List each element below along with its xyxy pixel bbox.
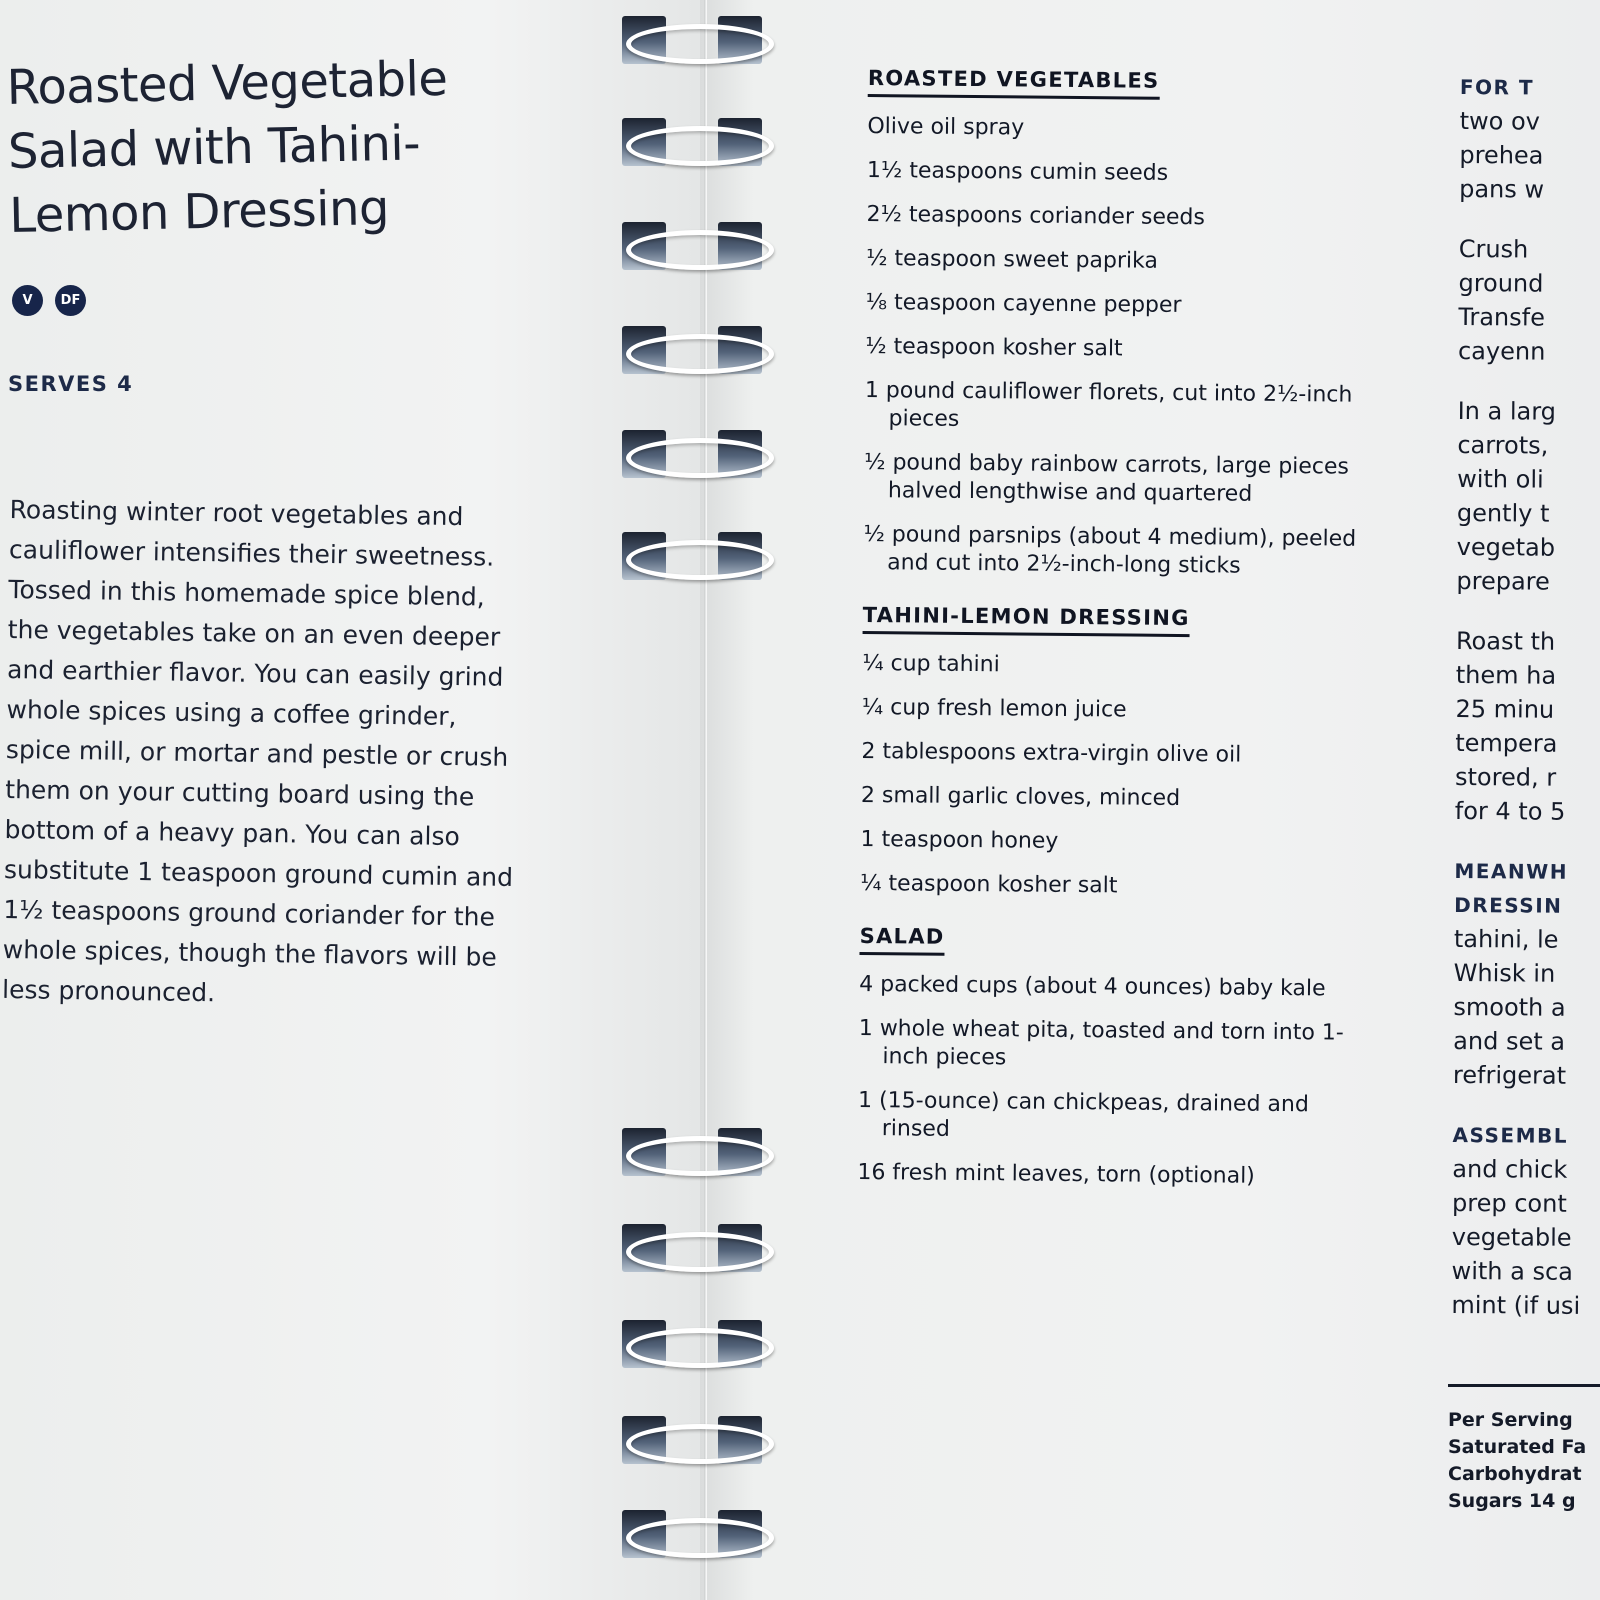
- ingredient-item: 1 whole wheat pita, toasted and torn into 1-inch pieces: [858, 1015, 1344, 1071]
- direction-step: MEANWH DRESSIN tahini, le Whisk in smooth a and set a refrigerat: [1452, 858, 1569, 1090]
- ingredient-item: 4 packed cups (about 4 ounces) baby kale: [859, 971, 1326, 1002]
- ingredient-item: Olive oil spray: [867, 113, 1025, 141]
- nutrition-line: Sugars 14 g: [1448, 1490, 1576, 1512]
- ingredient-item: 1 (15-ounce) can chickpeas, drained and rinsed: [857, 1087, 1309, 1142]
- ingredient-item: 1½ teaspoons cumin seeds: [866, 157, 1169, 186]
- section-heading: ROASTED VEGETABLES: [868, 66, 1388, 118]
- serves-label: SERVES 4: [8, 372, 134, 396]
- ingredient-list: [857, 971, 1379, 1192]
- direction-step: In a larg carrots, with oli gently t vegetab prepare: [1456, 396, 1557, 596]
- section-heading: TAHINI-LEMON DRESSING: [862, 603, 1382, 655]
- ingredient-item: ½ teaspoon sweet paprika: [866, 245, 1159, 274]
- direction-step: Roast th them ha 25 minu tempera stored, r for 4 to 5: [1454, 626, 1566, 826]
- spiral-ring: [622, 320, 772, 378]
- ingredient-item: ¼ teaspoon kosher salt: [860, 870, 1118, 899]
- ingredient-list: [860, 650, 1382, 903]
- ingredient-item: 16 fresh mint leaves, torn (optional): [857, 1159, 1255, 1189]
- nutrition-line: Saturated Fa: [1448, 1436, 1587, 1458]
- nutrition-line: Carbohydrat: [1448, 1463, 1582, 1485]
- diet-badges: [12, 285, 86, 316]
- spiral-ring: [622, 526, 772, 584]
- spiral-ring: [622, 1122, 772, 1180]
- section-heading: SALAD: [859, 924, 1379, 976]
- ingredient-item: ½ pound parsnips (about 4 medium), peeled and cut into 2½-inch-long sticks: [863, 521, 1357, 579]
- ingredient-list: [863, 113, 1387, 582]
- spiral-ring: [622, 1504, 772, 1562]
- nutrition-info: [1448, 1384, 1600, 1515]
- spiral-ring: [622, 1314, 772, 1372]
- ingredient-item: ¼ cup tahini: [862, 650, 1000, 678]
- ingredient-item: 2½ teaspoons coriander seeds: [866, 201, 1206, 231]
- nutrition-line: Per Serving: [1448, 1409, 1573, 1431]
- spiral-ring: [622, 424, 772, 482]
- dairy-free-badge: DF: [55, 285, 86, 316]
- ingredient-item: ¼ cup fresh lemon juice: [861, 694, 1127, 723]
- ingredient-item: 2 small garlic cloves, minced: [860, 782, 1181, 812]
- vegetarian-badge: V: [12, 285, 43, 316]
- direction-step: ASSEMBL and chick prep cont vegetable with a sca mint (if usi: [1451, 1122, 1581, 1320]
- spiral-ring: [622, 1218, 772, 1276]
- directions-column: [1451, 70, 1600, 1349]
- recipe-title: Roasted Vegetable Salad with Tahini-Lemon Dressing: [6, 50, 448, 244]
- spiral-ring: [622, 10, 772, 68]
- ingredient-item: 1 teaspoon honey: [860, 826, 1059, 854]
- ingredient-item: ⅛ teaspoon cayenne pepper: [865, 289, 1182, 319]
- ingredient-item: ½ pound baby rainbow carrots, large pieces halved lengthwise and quartered: [864, 449, 1350, 507]
- ingredient-item: ½ teaspoon kosher salt: [865, 333, 1123, 362]
- spiral-ring: [622, 216, 772, 274]
- direction-step: Crush ground Transfe cayenn: [1457, 234, 1546, 366]
- spiral-ring: [622, 1410, 772, 1468]
- ingredient-item: 1 pound cauliflower florets, cut into 2½-inch pieces: [864, 377, 1353, 432]
- direction-step: FOR T two ov prehea pans w: [1459, 74, 1545, 204]
- ingredients-column: [857, 66, 1388, 1218]
- recipe-intro: Roasting winter root vegetables and cauliflower intensifies their sweetness. Tossed in this homemade spice blend, the vegetables take on an even deeper and earthier flavor. You can easily grind whole spices using a coffee grinder, spice mill, or mortar and pestle or crush them on your cutting board using the bottom of a heavy pan. You can also substitute 1 teaspoon ground cumin and 1½ teaspoons ground coriander for the whole spices, though the flavors will be less pronounced.: [1, 494, 514, 1008]
- spiral-ring: [622, 112, 772, 170]
- ingredient-item: 2 tablespoons extra-virgin olive oil: [861, 738, 1242, 768]
